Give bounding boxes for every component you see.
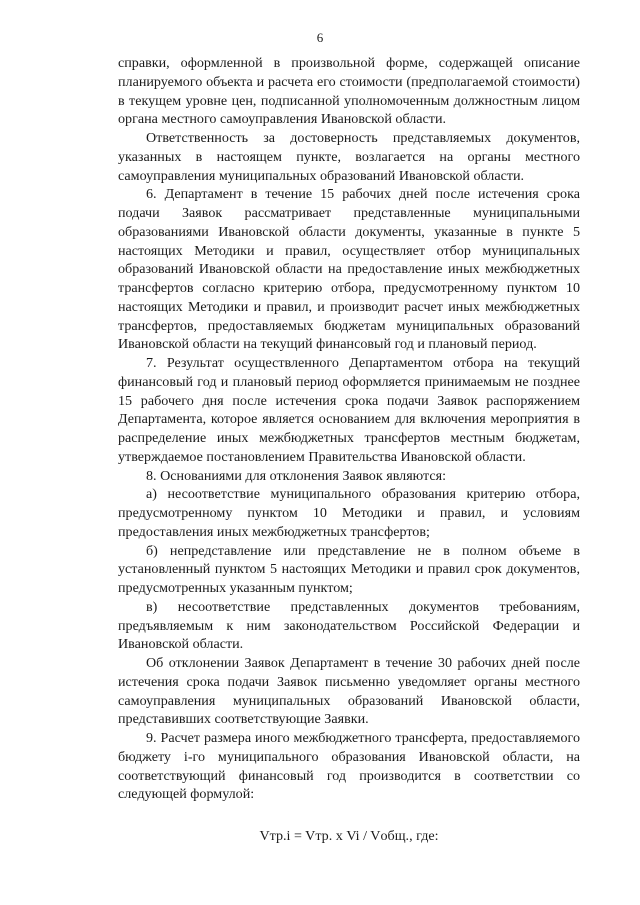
paragraph-continuation: справки, оформленной в произвольной форме, содержащей описание планируемого объекта и расчета его стоимости (предполагаемой стоимости) в текущем уровне цен, подписанной уполномоченным должностным лицом органа местного самоуправления Ивановской области. — [118, 55, 580, 128]
paragraph-clause-9: 9. Расчет размера иного межбюджетного трансферта, предоставляемого бюджету i-го муниципального образования Ивановской области, на соответствующий финансовый год производится в соответствии со следующей формулой: — [118, 730, 580, 803]
paragraph-clause-8-a: а) несоответствие муниципального образования критерию отбора, предусмотренному пунктом 10 Методики и правил, и условиям предоставления иных межбюджетных трансфертов; — [118, 486, 580, 540]
paragraph-responsibility: Ответственность за достоверность представляемых документов, указанных в настоящем пункте, возлагается на органы местного самоуправления муниципальных образований Ивановской области. — [118, 130, 580, 184]
paragraph-clause-8: 8. Основаниями для отклонения Заявок являются: — [146, 467, 447, 484]
paragraph-clause-8-b: б) непредставление или представление не в полном объеме в установленный пунктом 5 настоящих Методики и правил срок документов, предусмотренных указанным пунктом; — [118, 542, 580, 596]
page-number: 6 — [316, 30, 324, 45]
document-body — [118, 54, 580, 846]
paragraph-clause-7: 7. Результат осуществленного Департаментом отбора на текущий финансовый год и плановый период оформляется принимаемым не позднее 15 рабочего дня после истечения срока подачи Заявок распоряжением Департамента, которое является основанием для включения мероприятия в распределение иных межбюджетных трансфертов местным бюджетам, утверждаемое постановлением Правительства Ивановской области. — [118, 355, 580, 465]
formula: Vтр.i = Vтр. х Vi / Vобщ., где: — [259, 828, 439, 844]
paragraph-rejection-notice: Об отклонении Заявок Департамент в течение 30 рабочих дней после истечения срока подачи Заявок письменно уведомляет органы местного самоуправления муниципальных образований Ивановской области, представивших соответствующие Заявки. — [118, 655, 580, 728]
paragraph-clause-6: 6. Департамент в течение 15 рабочих дней после истечения срока подачи Заявок рассматривает представленные муниципальными образованиями Ивановской области документы, указанные в пункте 5 настоящих Методики и правил, осуществляет отбор муниципальных образований Ивановской области на предоставление иных межбюджетных трансфертов согласно критерию отбора, предусмотренному пунктом 10 настоящих Методики и правил, и производит расчет иных межбюджетных трансфертов, предоставляемых бюджетам муниципальных образований Ивановской области на текущий финансовый год и плановый период. — [118, 186, 580, 353]
paragraph-clause-8-c: в) несоответствие представленных документов требованиям, предъявляемым к ним законодательством Российской Федерации и Ивановской области. — [118, 598, 580, 653]
